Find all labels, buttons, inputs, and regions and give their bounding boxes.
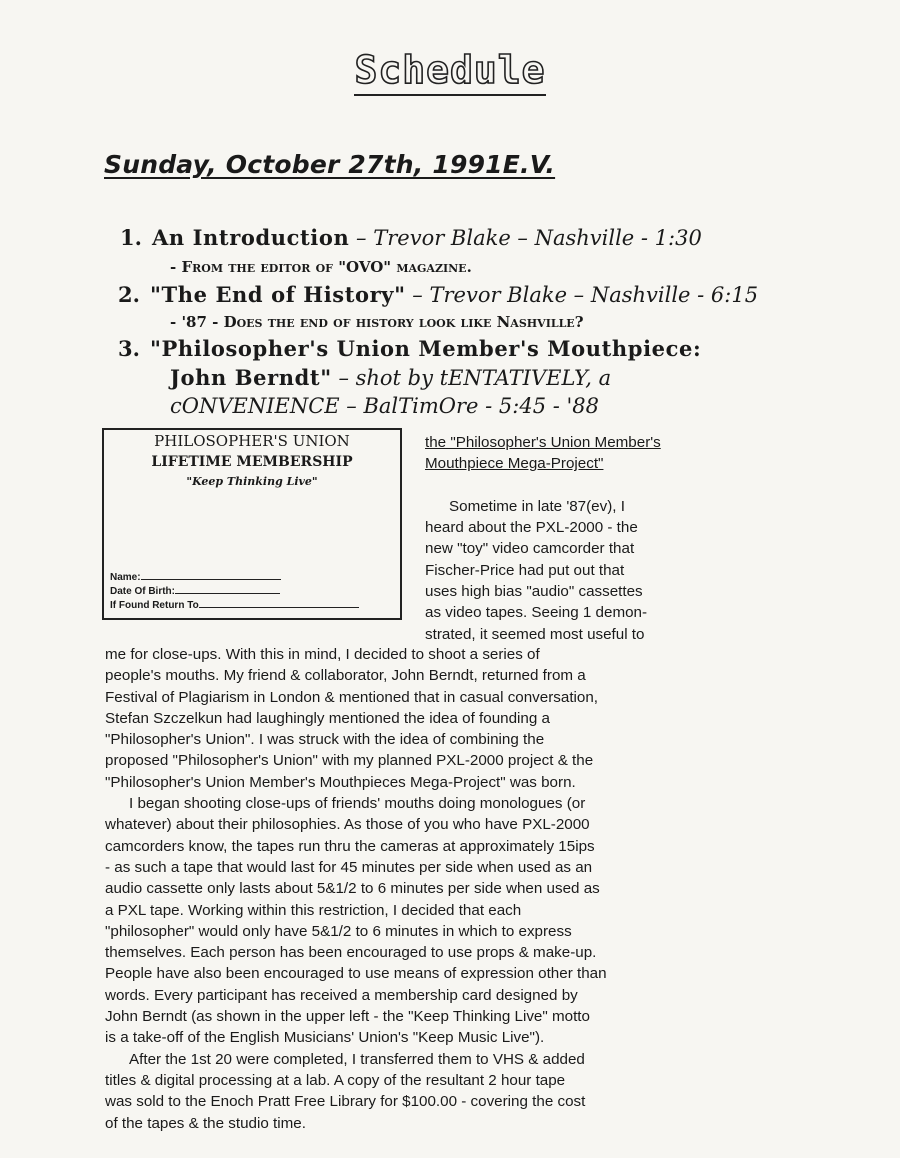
- text-line: "Philosopher's Union Member's Mouthpieces Mega-Project" was born.: [105, 773, 576, 791]
- item-meta: – Trevor Blake – Nashville - 1:30: [349, 226, 702, 250]
- card-name-label: Name:: [110, 572, 141, 583]
- membership-card: [102, 428, 402, 620]
- text-line: titles & digital processing at a lab. A copy of the resultant 2 hour tape: [105, 1071, 566, 1089]
- text-line: strated, it seemed most useful to: [425, 625, 645, 643]
- text-line: People have also been encouraged to use means of expression other than: [105, 965, 607, 983]
- page-title: Schedule: [354, 48, 545, 96]
- card-dob-label: Date Of Birth:: [110, 586, 175, 597]
- text-line: After the 1st 20 were completed, I transferred them to VHS & added: [129, 1050, 585, 1068]
- item-title: "Philosopher's Union Member's Mouthpiece:: [149, 336, 702, 361]
- event-date: Sunday, October 27th, 1991E.V.: [104, 150, 556, 179]
- text-line: "Philosopher's Union". I was struck with the idea of combining the: [105, 731, 545, 749]
- card-return-line: [199, 598, 359, 608]
- column-spacer: [425, 475, 661, 496]
- card-return-label: If Found Return To: [110, 600, 199, 611]
- text-line: as video tapes. Seeing 1 demon-: [425, 604, 648, 622]
- item-meta: – Trevor Blake – Nashville - 6:15: [405, 283, 759, 307]
- card-membership-title: LIFETIME MEMBERSHIP: [151, 454, 353, 470]
- item-number: 3.: [118, 336, 140, 361]
- text-line: - as such a tape that would last for 45 minutes per side when used as an: [105, 858, 593, 876]
- column-heading: the "Philosopher's Union Member's: [425, 434, 661, 451]
- card-union-name: PHILOSOPHER'S UNION: [154, 432, 350, 450]
- item-number: 1.: [120, 225, 142, 250]
- schedule-item-3: [118, 336, 701, 361]
- schedule-item-3-line-3: cONVENIENCE – BalTimOre - 5:45 - '88: [170, 394, 600, 418]
- text-line: of the tapes & the studio time.: [105, 1114, 306, 1132]
- text-line: audio cassette only lasts about 5&1/2 to 6 minutes per side when used as: [105, 880, 600, 898]
- card-name-field: [110, 570, 281, 583]
- body-text: [105, 644, 607, 1134]
- schedule-item-1: [120, 225, 702, 250]
- text-line: Festival of Plagiarism in London & mentioned that in casual conversation,: [105, 688, 599, 706]
- column-heading: Mouthpiece Mega-Project": [425, 455, 604, 473]
- text-line: John Berndt (as shown in the upper left - the "Keep Thinking Live" motto: [105, 1008, 590, 1026]
- text-line: is a take-off of the English Musicians' Union's "Keep Music Live").: [105, 1029, 545, 1047]
- item-title: An Introduction: [151, 225, 350, 250]
- text-line: Stefan Szczelkun had laughingly mentioned the idea of founding a: [105, 709, 550, 727]
- page-title-wrap: [0, 48, 900, 96]
- text-line: a PXL tape. Working within this restriction, I decided that each: [105, 901, 522, 919]
- text-line: people's mouths. My friend & collaborator, John Berndt, returned from a: [105, 667, 586, 685]
- text-line: themselves. Each person has been encouraged to use props & make-up.: [105, 944, 597, 962]
- schedule-item-2: [118, 282, 758, 307]
- text-line: proposed "Philosopher's Union" with my planned PXL-2000 project & the: [105, 752, 594, 770]
- item-meta: – shot by tENTATIVELY, a: [331, 366, 612, 390]
- item-note: - From the editor of "OVO" magazine.: [170, 258, 472, 276]
- card-motto: "Keep Thinking Live": [186, 475, 318, 488]
- item-title: John Berndt": [170, 365, 332, 390]
- text-line: new "toy" video camcorder that: [425, 540, 635, 558]
- text-line: was sold to the Enoch Pratt Free Library for $100.00 - covering the cost: [105, 1093, 586, 1111]
- text-line: Sometime in late '87(ev), I: [449, 497, 625, 515]
- text-line: whatever) about their philosophies. As those of you who have PXL-2000: [105, 816, 590, 834]
- column-text: [425, 432, 661, 645]
- card-return-field: [110, 598, 359, 611]
- text-line: I began shooting close-ups of friends' mouths doing monologues (or: [129, 795, 586, 813]
- item-note: - '87 - Does the end of history look like Nashville?: [170, 313, 584, 331]
- text-line: camcorders know, the tapes run thru the cameras at approximately 15ips: [105, 837, 595, 855]
- text-line: Fischer-Price had put out that: [425, 561, 625, 579]
- card-dob-field: [110, 584, 280, 597]
- text-line: heard about the PXL-2000 - the: [425, 519, 638, 537]
- text-line: "philosopher" would only have 5&1/2 to 6 minutes in which to express: [105, 922, 572, 940]
- text-line: uses high bias "audio" cassettes: [425, 583, 643, 601]
- item-number: 2.: [118, 282, 140, 307]
- text-line: words. Every participant has received a membership card designed by: [105, 986, 578, 1004]
- card-dob-line: [175, 584, 280, 594]
- item-title: "The End of History": [149, 282, 406, 307]
- text-line: me for close-ups. With this in mind, I decided to shoot a series of: [105, 646, 540, 663]
- schedule-item-3-line-2: [170, 365, 611, 390]
- card-name-line: [141, 570, 281, 580]
